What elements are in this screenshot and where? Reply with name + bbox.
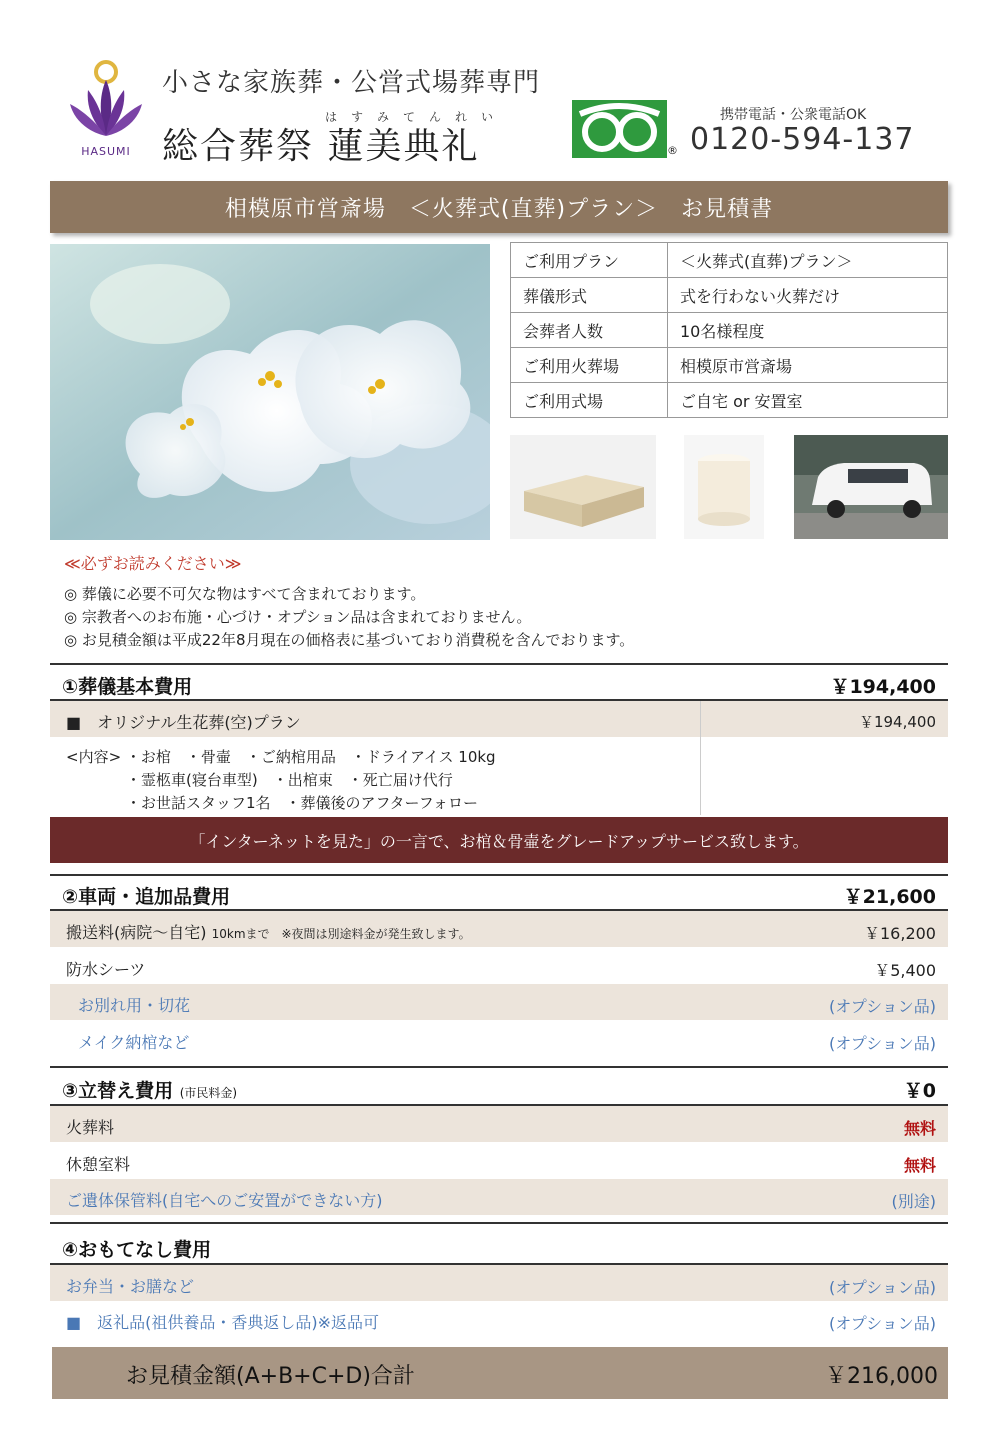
mobile-note: 携帯電話・公衆電話OK xyxy=(720,107,867,123)
section-divider xyxy=(50,1222,948,1224)
grand-total-label: お見積金額(A+B+C+D)合計 xyxy=(126,1364,415,1389)
notice-line: ◎ 葬儀に必要不可欠な物はすべて含まれております。 xyxy=(64,585,426,603)
free-dial-icon xyxy=(572,100,667,158)
row-label: 火葬料 xyxy=(66,1118,115,1137)
table-row xyxy=(511,348,948,383)
notice-line: ◎ お見積金額は平成22年8月現在の価格表に基づいており消費税を含んでおります。 xyxy=(64,631,635,649)
transport-label: 搬送料(病院～自宅) xyxy=(66,923,207,942)
section2-total: ￥21,600 xyxy=(843,886,936,908)
info-key: ご利用式場 xyxy=(511,383,668,418)
section3-total: ￥0 xyxy=(903,1080,936,1102)
row-label: 防水シーツ xyxy=(66,960,146,979)
row-shade xyxy=(50,1106,948,1142)
info-key: 葬儀形式 xyxy=(511,278,668,313)
row-value: ￥16,200 xyxy=(864,924,936,943)
phone-number[interactable]: 0120-594-137 xyxy=(690,122,915,157)
section4-title: ④おもてなし費用 xyxy=(62,1239,212,1261)
info-value: ご自宅 or 安置室 xyxy=(668,383,948,418)
info-value: 相模原市営斎場 xyxy=(668,348,948,383)
plan-info-table xyxy=(510,242,948,418)
grand-total-value: ￥216,000 xyxy=(825,1364,938,1389)
row-value: 無料 xyxy=(903,1156,936,1175)
table-row xyxy=(511,383,948,418)
row-label: ご遺体保管料(自宅へのご安置ができない方) xyxy=(66,1191,383,1210)
row-value: 無料 xyxy=(903,1119,936,1138)
section-divider xyxy=(50,663,948,665)
row-value: ￥5,400 xyxy=(874,961,936,980)
table-row xyxy=(511,278,948,313)
plan-contents-line: ・お世話スタッフ1名 ・葬儀後のアフターフォロー xyxy=(66,794,478,812)
info-value: 式を行わない火葬だけ xyxy=(668,278,948,313)
row-value: (オプション品) xyxy=(828,1278,936,1297)
section-divider xyxy=(50,874,948,876)
plan-item-label: ■ オリジナル生花葬(空)プラン xyxy=(66,713,301,732)
tagline: 小さな家族葬・公営式場葬専門 xyxy=(162,68,541,98)
plan-contents-line: <内容> ・お棺 ・骨壷 ・ご納棺用品 ・ドライアイス 10kg xyxy=(66,748,496,766)
row-label: お弁当・お膳など xyxy=(66,1277,195,1296)
table-row xyxy=(511,313,948,348)
promo-banner: 「インターネットを見た」の一言で、お棺＆骨壷をグレードアップサービス致します。 xyxy=(50,817,948,863)
row-value: (オプション品) xyxy=(828,1034,936,1053)
row-value: (オプション品) xyxy=(828,997,936,1016)
section3-title-note: (市民料金) xyxy=(179,1086,238,1100)
section1-title: ①葬儀基本費用 xyxy=(62,676,193,698)
page-title: 相模原市営斎場 ＜火葬式(直葬)プラン＞ お見積書 xyxy=(50,181,948,233)
coffin-photo xyxy=(510,435,656,539)
info-key: ご利用プラン xyxy=(511,243,668,278)
row-value: (別途) xyxy=(891,1192,936,1211)
plan-contents-line: ・霊柩車(寝台車型) ・出棺束 ・死亡届け代行 xyxy=(66,771,453,789)
lily-photo xyxy=(50,244,490,540)
info-key: ご利用火葬場 xyxy=(511,348,668,383)
lotus-logo-icon xyxy=(64,58,148,142)
row-label: お別れ用・切花 xyxy=(78,996,191,1015)
section3-title-text: ③立替え費用 xyxy=(62,1080,174,1102)
row-label xyxy=(66,920,471,943)
notice-line: ◎ 宗教者へのお布施・心づけ・オプション品は含まれておりません。 xyxy=(64,608,532,626)
section1-total: ￥194,400 xyxy=(830,676,936,698)
transport-note: 10kmまで ※夜間は別途料金が発生致します。 xyxy=(211,927,471,941)
hearse-photo xyxy=(794,435,948,539)
urn-photo xyxy=(684,435,764,539)
section3-title xyxy=(62,1076,237,1103)
brand-name: 総合葬祭 蓮美典礼 xyxy=(162,126,480,167)
info-value: ＜火葬式(直葬)プラン＞ xyxy=(668,243,948,278)
column-divider xyxy=(700,701,701,815)
brand-ruby: はすみてんれい xyxy=(325,110,508,124)
info-key: 会葬者人数 xyxy=(511,313,668,348)
logo-text: HASUMI xyxy=(81,145,131,158)
notice-heading: ≪必ずお読みください≫ xyxy=(64,554,242,573)
section-divider xyxy=(50,1066,948,1068)
info-value: 10名様程度 xyxy=(668,313,948,348)
registered-mark: ® xyxy=(667,144,678,157)
section2-title: ②車両・追加品費用 xyxy=(62,886,231,908)
row-label: ■ 返礼品(祖供養品・香典返し品)※返品可 xyxy=(66,1313,380,1332)
row-value: (オプション品) xyxy=(828,1314,936,1333)
table-row xyxy=(511,243,948,278)
plan-item-value: ￥194,400 xyxy=(858,713,936,731)
row-label: 休憩室料 xyxy=(66,1155,131,1174)
row-label: メイク納棺など xyxy=(78,1033,190,1052)
